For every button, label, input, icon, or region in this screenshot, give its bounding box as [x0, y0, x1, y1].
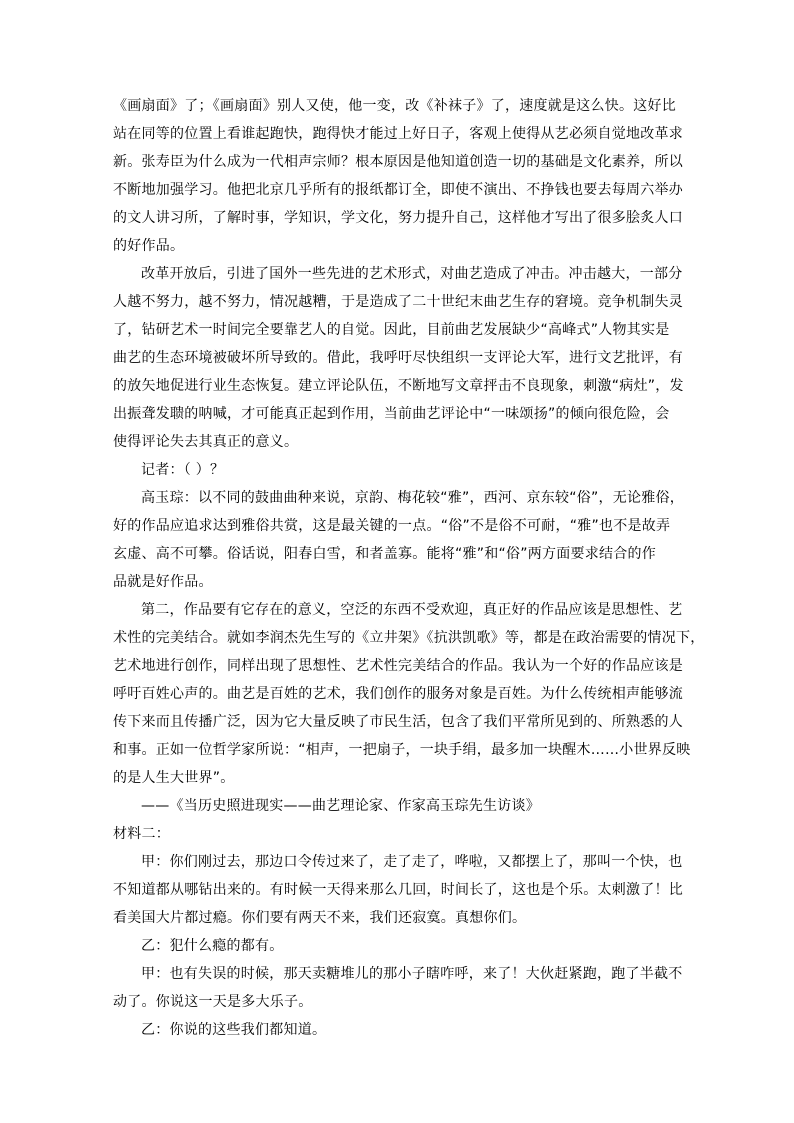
- dialogue-line: 乙：犯什么瘾的都有。: [141, 938, 284, 954]
- source-citation: ——《当历史照进现实——曲艺理论家、作家高玉琮先生访谈》: [141, 798, 540, 814]
- text-line: 高玉琮：以不同的鼓曲曲种来说，京韵、梅花较“雅”，西河、京东较“俗”，无论雅俗，: [141, 490, 685, 506]
- dialogue-line: 甲：也有失误的时候，那天卖糖堆儿的那小子瞎咋呼，来了！大伙赶紧跑，跑了半截不: [141, 966, 683, 982]
- text-line: 改革开放后，引进了国外一些先进的艺术形式，对曲艺造成了冲击。冲击越大，一部分: [141, 266, 683, 282]
- dialogue-line: 看美国大片都过瘾。你们要有两天不来，我们还寂寞。真想你们。: [113, 910, 527, 926]
- text-line: 好的作品应追求达到雅俗共赏，这是最关键的一点。“俗”不是俗不可耐，“雅”也不是故弄: [113, 518, 671, 534]
- text-line: 第二，作品要有它存在的意义，空泛的东西不受欢迎，真正好的作品应该是思想性、艺: [141, 602, 683, 618]
- text-line: 新。张寿臣为什么成为一代相声宗师？根本原因是他知道创造一切的基础是文化素养，所以: [113, 154, 683, 170]
- text-line: 呼吁百姓心声的。曲艺是百姓的艺术，我们创作的服务对象是百姓。为什么传统相声能够流: [113, 686, 683, 702]
- section-heading: 材料二：: [113, 826, 170, 842]
- text-line: 玄虚、高不可攀。俗话说，阳春白雪，和者盖寡。能将“雅”和“俗”两方面要求结合的作: [113, 546, 657, 562]
- text-line: 人越不努力，越不努力，情况越糟，于是造成了二十世纪末曲艺生存的窘境。竞争机制失灵: [113, 294, 683, 310]
- interview-question: 记者：（ ）？: [141, 462, 225, 478]
- text-line: 曲艺的生态环境被破坏所导致的。借此，我呼吁尽快组织一支评论大军，进行文艺批评，有: [113, 350, 683, 366]
- text-line: 《画扇面》了；《画扇面》别人又使，他一变，改《补袜子》了，速度就是这么快。这好比: [113, 98, 676, 114]
- dialogue-line: 动了。你说这一天是多大乐子。: [113, 994, 313, 1010]
- text-line: 的放矢地促进行业生态恢复。建立评论队伍，不断地写文章抨击不良现象，刺激“病灶”，发: [113, 378, 684, 394]
- dialogue-line: 不知道都从哪钻出来的。有时候一天得来那么几回，时间长了，这也是个乐。太刺激了！比: [113, 882, 683, 898]
- text-line: 和事。正如一位哲学家所说：“相声，一把扇子，一块手绢，最多加一块醒木……小世界反映: [113, 742, 691, 758]
- text-line: 使得评论失去其真正的意义。: [113, 434, 299, 450]
- text-line: 不断地加强学习。他把北京几乎所有的报纸都订全，即使不演出、不挣钱也要去每周六举办: [113, 182, 683, 198]
- text-line: 的好作品。: [113, 238, 185, 254]
- text-line: 站在同等的位置上看谁起跑快，跑得快才能过上好日子，客观上使得从艺必须自觉地改革求: [113, 126, 683, 142]
- text-line: 术性的完美结合。就如李润杰先生写的《立井架》《抗洪凯歌》等，都是在政治需要的情况下，: [113, 630, 705, 646]
- text-line: 了，钻研艺术一时间完全要靠艺人的自觉。因此，目前曲艺发展缺少“高峰式”人物其实是: [113, 322, 670, 338]
- text-line: 艺术地进行创作，同样出现了思想性、艺术性完美结合的作品。我认为一个好的作品应该是: [113, 658, 683, 674]
- text-line: 的文人讲习所，了解时事，学知识，学文化，努力提升自己，这样他才写出了很多脍炙人口: [113, 210, 683, 226]
- dialogue-line: 乙：你说的这些我们都知道。: [141, 1022, 327, 1038]
- text-line: 的是人生大世界”。: [113, 770, 235, 786]
- text-line: 出振聋发聩的呐喊，才可能真正起到作用，当前曲艺评论中“一味颂扬”的倾向很危险，会: [113, 406, 670, 422]
- text-line: 传下来而且传播广泛，因为它大量反映了市民生活，包含了我们平常所见到的、所熟悉的人: [113, 714, 683, 730]
- text-line: 品就是好作品。: [113, 574, 213, 590]
- dialogue-line: 甲：你们刚过去，那边口令传过来了，走了走了，哗啦，又都摆上了，那叫一个快，也: [141, 854, 683, 870]
